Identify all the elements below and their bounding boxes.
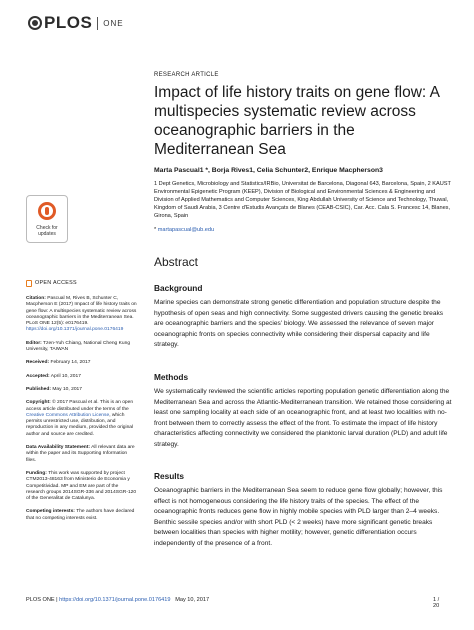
- corresponding-email: [154, 227, 214, 233]
- funding-block: [26, 471, 138, 502]
- editor-label: Editor:: [26, 340, 42, 346]
- copyright-text: © 2017 Pascual et al. This is an open access article distributed under the terms of the: [26, 400, 134, 412]
- received-block: [26, 360, 138, 366]
- page-number: 1 / 20: [433, 597, 440, 609]
- background-heading: Background: [154, 283, 203, 293]
- results-heading: Results: [154, 471, 184, 481]
- plos-logo-icon: [28, 16, 42, 30]
- badge-line1: Check for: [36, 225, 58, 231]
- competing-interests-block: [26, 509, 138, 522]
- footer-date: May 10, 2017: [175, 597, 210, 603]
- accepted-block: [26, 374, 138, 380]
- abstract-heading: Abstract: [154, 255, 199, 269]
- background-text: Marine species can demonstrate strong genetic differentiation and population structure despite the hypothesis of open seas and high connectivity. Some suggested drivers causing the genetic breaks are oceanographic barriers and the species' biology. We assessed the relevance of seven major oceanographic fronts on species connectivity while considering their dispersal capacity and life strategy.: [154, 299, 444, 348]
- article-sidebar: [26, 280, 138, 529]
- editor-block: [26, 341, 138, 354]
- footer-doi-link[interactable]: https://doi.org/10.1371/journal.pone.0176419: [59, 597, 171, 603]
- published-label: Published:: [26, 386, 51, 392]
- update-icon: [38, 202, 56, 220]
- email-link[interactable]: martapascual@ub.edu: [157, 227, 215, 233]
- open-access-text: OPEN ACCESS: [35, 280, 77, 287]
- article-type: RESEARCH ARTICLE: [154, 72, 219, 78]
- editor-text: Tzen-Yuh Chiang, National Cheng Kung University, TAIWAN: [26, 340, 131, 353]
- data-availability-text: All relevant data are within the paper and its Supporting Information files.: [26, 445, 135, 463]
- affiliations: 1 Dept Genetics, Microbiology and Statistics/IRBio, Universitat de Barcelona, Diagonal 643, Barcelona, Spain, 2 KAUST Environmental Epigenetic Program (KEEP), Division of Biological and Environmental Sciences & Engineering and Division of Applied Mathematics and Computer Sciences, King Abdullah University of Science and Technology, Thuwal, Kingdom of Saudi Arabia, 3 Centre d'Estudis Avançats de Blanes (CEAB-CSIC), Car. Acc. Cala S. Francesc 14, Blanes, Girona, Spain: [154, 181, 451, 219]
- copyright-block: [26, 400, 138, 438]
- accepted-date: April 10, 2017: [50, 373, 81, 379]
- plos-one-logo: [28, 13, 124, 33]
- article-title: Impact of life history traits on gene flow: A multispecies systematic review across oceanographic barriers in the Mediterranean Sea: [154, 84, 440, 158]
- published-block: [26, 387, 138, 393]
- funding-text: This work was supported by project CTM2013-48163 from Ministerio de Economia y Competitividad. MP and EM are part of the research groups 2014SGR-336 and 2014SGR-120 of the Generalitat de Catalunya.: [26, 470, 137, 502]
- logo-divider: [97, 17, 98, 30]
- citation-label: Citation:: [26, 296, 46, 301]
- journal-name: ONE: [103, 18, 124, 28]
- check-for-updates-badge[interactable]: [26, 195, 68, 243]
- competing-interests-label: Competing interests:: [26, 509, 75, 515]
- competing-interests-text: The authors have declared that no competing interests exist.: [26, 509, 135, 521]
- badge-line2: updates: [38, 231, 56, 237]
- data-availability-label: Data Availability Statement:: [26, 445, 91, 451]
- citation-block: [26, 296, 138, 334]
- brand-name: PLOS: [44, 13, 93, 32]
- author-list: Marta Pascual1 *, Borja Rives1, Celia Schunter2, Enrique Macpherson3: [154, 167, 383, 174]
- methods-text: We systematically reviewed the scientific articles reporting population genetic differentiation along the Mediterranean Sea and across the Atlantic-Mediterranean transition. We retained those considering at least one sampling locality at each side of an oceanographic front, and at least two localities with no-front between them to correctly assess the effect of the front. To estimate the impact of life history characteristics affecting connectivity we considered the planktonic larval duration (PLD) and adult life strategy.: [154, 388, 452, 448]
- citation-doi-link[interactable]: https://doi.org/10.1371/journal.pone.0176419: [26, 327, 124, 333]
- received-label: Received:: [26, 360, 50, 366]
- footer-separator: |: [54, 597, 60, 603]
- open-access-label: [26, 280, 138, 287]
- published-date: May 10, 2017: [52, 386, 82, 392]
- footer-journal: PLOS ONE: [26, 597, 55, 603]
- license-link[interactable]: Creative Commons Attribution License: [26, 412, 110, 418]
- copyright-text-end: , which permits unrestricted use, distribution, and reproduction in any medium, provided the original author and source are credited.: [26, 412, 134, 437]
- funding-label: Funding:: [26, 470, 47, 476]
- copyright-label: Copyright:: [26, 400, 51, 406]
- methods-heading: Methods: [154, 372, 189, 382]
- citation-text: Pascual M, Rives B, Schunter C, Macpherson E (2017) Impact of life history traits on gene flow: A multispecies systematic review across oceanographic barriers in the Mediterranean Sea. PLoS ONE 12(5): e0176419.: [26, 296, 137, 327]
- email-marker: *: [154, 227, 158, 233]
- data-availability-block: [26, 445, 138, 464]
- received-date: February 14, 2017: [50, 360, 91, 366]
- page-footer: [26, 597, 446, 609]
- accepted-label: Accepted:: [26, 373, 50, 379]
- results-text: Oceanographic barriers in the Mediterranean Sea seem to reduce gene flow globally; however, this effect is not homogeneous considering the life history traits of the species. The effect of the oceanographic fronts reduces gene flow in highly mobile species with PLD larger than 2–4 weeks. Benthic sessile species and/or with short PLD (< 2 weeks) have more significant genetic breaks between localities than species with higher motility; however, genetic differentiation occurs independently of the presence of a front.: [154, 487, 443, 547]
- open-access-icon: [26, 280, 32, 287]
